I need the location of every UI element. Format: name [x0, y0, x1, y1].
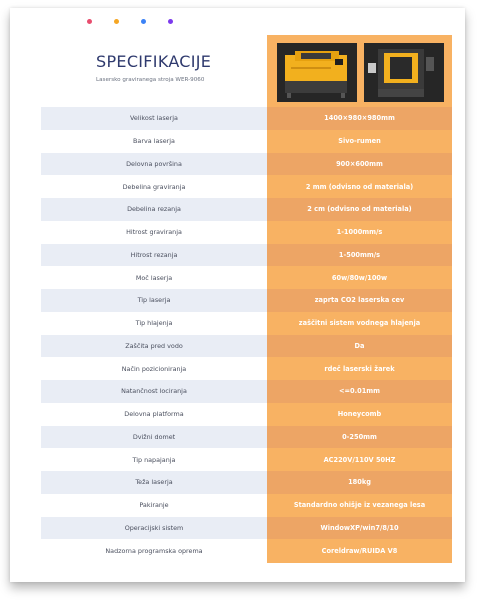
spec-value: zaščitni sistem vodnega hlajenja [298, 319, 421, 328]
spec-value: 2 cm (odvisno od materiala) [267, 198, 452, 221]
table-row [41, 289, 452, 312]
table-row [41, 221, 452, 244]
spec-label: Natančnost lociranja [41, 380, 267, 403]
spec-label: Dvižni domet [41, 426, 267, 449]
dot-icon [168, 19, 173, 24]
table-row [41, 153, 452, 176]
table-row [41, 175, 452, 198]
spec-value: 1400×980×980mm [267, 107, 452, 130]
table-row [41, 312, 452, 335]
laser-machine-open-photo [364, 43, 444, 102]
spec-value: rdeč laserski žarek [324, 364, 395, 373]
table-row [41, 494, 452, 517]
spec-label: Način pozicioniranja [121, 364, 187, 373]
page-title: SPECIFIKACIJE [96, 52, 212, 71]
spec-label: Barva laserja [133, 137, 175, 146]
spec-label: Velikost laserja [41, 107, 267, 130]
spec-value: 60w/80w/100w [331, 273, 388, 282]
spec-value: AC220V/110V 50HZ [323, 455, 396, 464]
spec-table [41, 107, 452, 562]
spec-label: Zaščita pred vodo [41, 335, 267, 358]
spec-value: Da [267, 335, 452, 358]
table-row [41, 403, 452, 426]
spec-label: Tip napajanja [132, 455, 176, 464]
decorative-dots [87, 19, 199, 25]
spec-value: zaprta CO2 laserska cev [267, 289, 452, 312]
table-row [41, 426, 452, 449]
table-row [41, 266, 452, 289]
dot-icon [87, 19, 92, 24]
spec-label: Hitrost rezanja [41, 244, 267, 267]
spec-value: 1-1000mm/s [336, 228, 383, 237]
laser-machine-front-photo [277, 43, 357, 102]
spec-value: Coreldraw/RUIDA V8 [321, 546, 398, 555]
table-row [41, 357, 452, 380]
spec-label: Tip hlajenja [135, 319, 173, 328]
spec-value: 180kg [267, 471, 452, 494]
table-row [41, 380, 452, 403]
table-row [41, 198, 452, 221]
dot-icon [114, 19, 119, 24]
spec-value: 0-250mm [267, 426, 452, 449]
spec-label: Moč laserja [135, 273, 173, 282]
spec-label: Delovna površina [41, 153, 267, 176]
spec-label: Delovna platforma [124, 410, 184, 419]
spec-label: Debelina rezanja [41, 198, 267, 221]
table-row [41, 335, 452, 358]
spec-value: Sivo-rumen [338, 137, 381, 146]
spec-sheet-card [10, 8, 465, 582]
spec-label: Debelina graviranja [122, 182, 186, 191]
spec-value: <=0.01mm [267, 380, 452, 403]
spec-label: Pakiranje [139, 501, 169, 510]
spec-label: Tip laserja [41, 289, 267, 312]
table-row [41, 539, 452, 562]
spec-value: 900×600mm [267, 153, 452, 176]
spec-label: Operacijski sistem [41, 517, 267, 540]
spec-label: Nadzorna programska oprema [105, 546, 203, 555]
table-row [41, 107, 452, 130]
page-subtitle: Lasersko graviranega stroja WER-9060 [96, 77, 205, 83]
table-row [41, 517, 452, 540]
table-row [41, 448, 452, 471]
spec-value: WindowXP/win7/8/10 [267, 517, 452, 540]
table-row [41, 130, 452, 153]
spec-label: Hitrost graviranja [126, 228, 182, 237]
table-row [41, 471, 452, 494]
spec-value: Standardno ohišje iz vezanega lesa [293, 501, 426, 510]
table-row [41, 244, 452, 267]
dot-icon [141, 19, 146, 24]
spec-value: 2 mm (odvisno od materiala) [305, 182, 414, 191]
spec-label: Teža laserja [41, 471, 267, 494]
spec-value: 1-500mm/s [267, 244, 452, 267]
spec-value: Honeycomb [337, 410, 382, 419]
